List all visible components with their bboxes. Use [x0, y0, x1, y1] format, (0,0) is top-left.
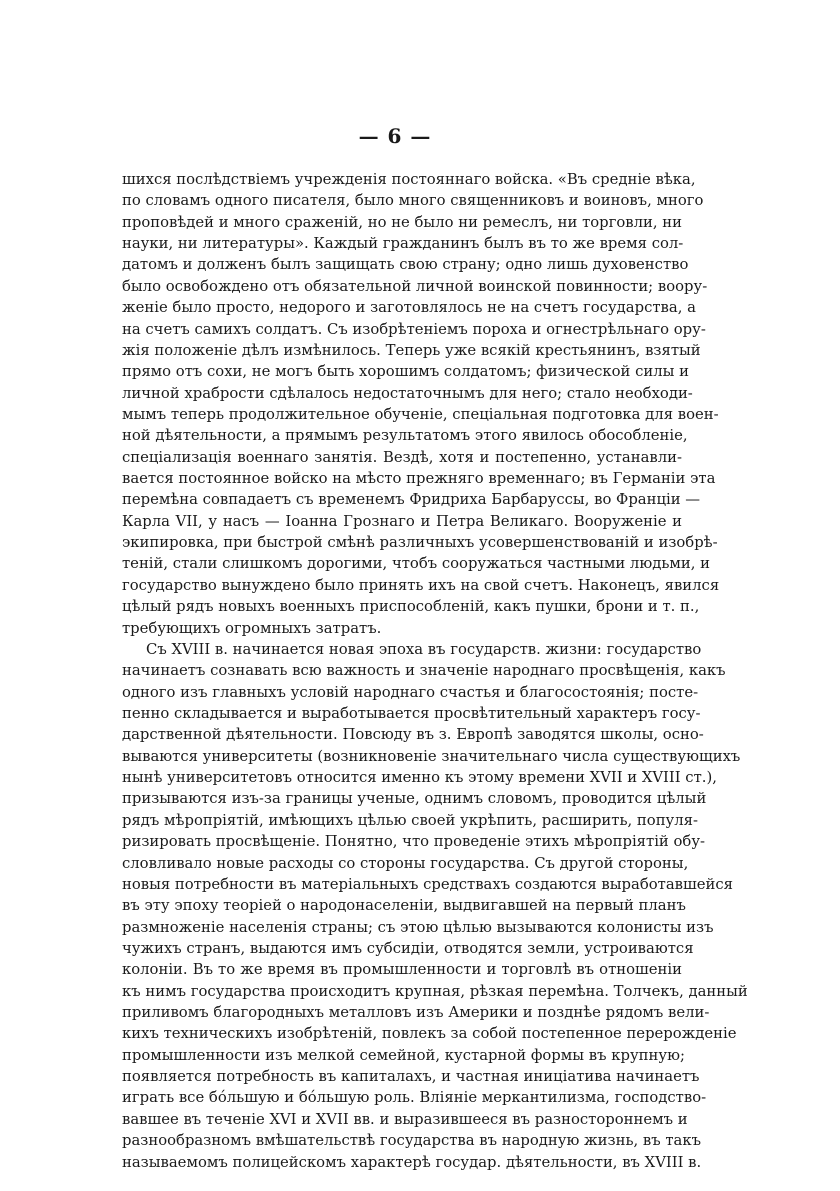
text-line: цѣлый рядъ новыхъ военныхъ приспособленій, какъ пушки, брони и т. п.,	[122, 598, 700, 616]
text-line: дарственной дѣятельности. Повсюду въ з. Европѣ заводятся школы, осно-	[122, 726, 704, 744]
text-line: ризировать просвѣщеніе. Понятно, что проведеніе этихъ мѣропріятій обу-	[122, 833, 706, 851]
text-line: жія положеніе дѣлъ измѣнилось. Теперь уже всякій крестьянинъ, взятый	[122, 341, 701, 359]
text-line: промышленности изъ мелкой семейной, кустарной формы въ крупную;	[122, 1046, 685, 1064]
text-line: вается постоянное войско на мѣсто прежняго временнаго; въ Германіи эта	[122, 470, 716, 488]
text-line: ной дѣятельности, а прямымъ результатомъ этого явилось обособленіе,	[122, 427, 688, 445]
text-line: рядъ мѣропріятій, имѣющихъ цѣлью своей укрѣпить, расширить, популя-	[122, 811, 699, 829]
text-line: государство вынуждено было принять ихъ на свой счетъ. Наконецъ, явился	[122, 576, 720, 594]
text-line: перемѣна совпадаетъ съ временемъ Фридриха Барбаруссы, во Франціи —	[122, 491, 701, 509]
text-line: кихъ техническихъ изобрѣтеній, повлекъ за собой постепенное перерожденіе	[122, 1025, 737, 1043]
text-line: шихся послѣдствіемъ учрежденія постояннаго войска. «Въ средніе вѣка,	[122, 171, 696, 188]
text-line: на счетъ самихъ солдатъ. Съ изобрѣтеніемъ пороха и огнестрѣльнаго ору-	[122, 320, 706, 338]
text-line: словливало новые расходы со стороны государства. Съ другой стороны,	[122, 854, 689, 872]
text-line: колоніи. Въ то же время въ промышленности и торговлѣ въ отношеніи	[122, 961, 682, 979]
text-line: прямо отъ сохи, не могъ быть хорошимъ солдатомъ; физической силы и	[122, 363, 689, 381]
text-line: мымъ теперь продолжительное обученіе, спеціальная подготовка для воен-	[122, 405, 719, 423]
text-line: пенно складывается и выработывается просвѣтительный характеръ госу-	[122, 704, 701, 722]
text-line: называемомъ полицейскомъ характерѣ государ. дѣятельности, въ XVIII в.	[122, 1153, 702, 1171]
text-line: было освобождено отъ обязательной личной воинской повинности; воору-	[122, 277, 708, 295]
text-line: нынѣ университетовъ относится именно къ этому времени XVII и XVIII ст.),	[122, 769, 717, 787]
text-line: вавшее въ теченіе XVI и XVII вв. и выразившееся въ разностороннемъ и	[122, 1110, 688, 1128]
text-line: вываются университеты (возникновеніе значительнаго числа существующихъ	[122, 747, 741, 765]
text-line: призываются изъ-за границы ученые, однимъ словомъ, проводится цѣлый	[122, 790, 707, 808]
text-line: теній, стали слишкомъ дорогими, чтобъ сооружаться частными людьми, и	[122, 555, 711, 573]
text-line: Съ XVIII в. начинается новая эпоха въ государств. жизни: государство	[146, 640, 702, 658]
text-line: чужихъ странъ, выдаются имъ субсидіи, отводятся земли, устроиваются	[122, 939, 694, 957]
text-line: начинаетъ сознавать всю важность и значеніе народнаго просвѣщенія, какъ	[122, 662, 726, 680]
text-line: проповѣдей и много сраженій, но не было ни ремеслъ, ни торговли, ни	[122, 213, 683, 231]
text-line: размноженіе населенія страны; съ этою цѣлью вызываются колонисты изъ	[122, 918, 714, 936]
body-text	[122, 169, 748, 1173]
text-line: требующихъ огромныхъ затратъ.	[122, 619, 382, 637]
page-number: — 6 —	[358, 124, 432, 148]
text-line: женіе было просто, недорого и заготовлялось не на счетъ государства, а	[122, 299, 696, 317]
text-line: датомъ и долженъ былъ защищать свою страну; одно лишь духовенство	[122, 256, 689, 274]
text-line: къ нимъ государства происходитъ крупная, рѣзкая перемѣна. Толчекъ, данный	[122, 982, 748, 1000]
text-line: новыя потребности въ матеріальныхъ средствахъ создаются выработавшейся	[122, 875, 733, 893]
text-line: играть все бóльшую и бóльшую роль. Вліяніе меркантилизма, господство-	[122, 1089, 707, 1107]
text-line: одного изъ главныхъ условій народнаго счастья и благосостоянія; посте-	[122, 683, 699, 701]
text-line: появляется потребность въ капиталахъ, и частная иниціатива начинаетъ	[122, 1068, 700, 1086]
text-line: Карла VII, у насъ — Іоанна Грознаго и Петра Великаго. Вооруженіе и	[122, 512, 682, 530]
text-line: экипировка, при быстрой смѣнѣ различныхъ усовершенствованій и изобрѣ-	[122, 534, 718, 552]
text-line: личной храбрости сдѣлалось недостаточнымъ для него; стало необходи-	[122, 384, 693, 402]
text-line: спеціализація военнаго занятія. Вездѣ, хотя и постепенно, устанавли-	[122, 448, 682, 466]
text-line: приливомъ благородныхъ металловъ изъ Америки и позднѣе рядомъ вели-	[122, 1004, 710, 1022]
text-line: въ эту эпоху теоріей о народонаселеніи, выдвигавшей на первый планъ	[122, 897, 686, 915]
text-line: разнообразномъ вмѣшательствѣ государства въ народную жизнь, въ такъ	[122, 1132, 702, 1150]
text-line: по словамъ одного писателя, было много священниковъ и воиновъ, много	[122, 192, 704, 210]
text-line: науки, ни литературы». Каждый гражданинъ былъ въ то же время сол-	[122, 235, 684, 253]
